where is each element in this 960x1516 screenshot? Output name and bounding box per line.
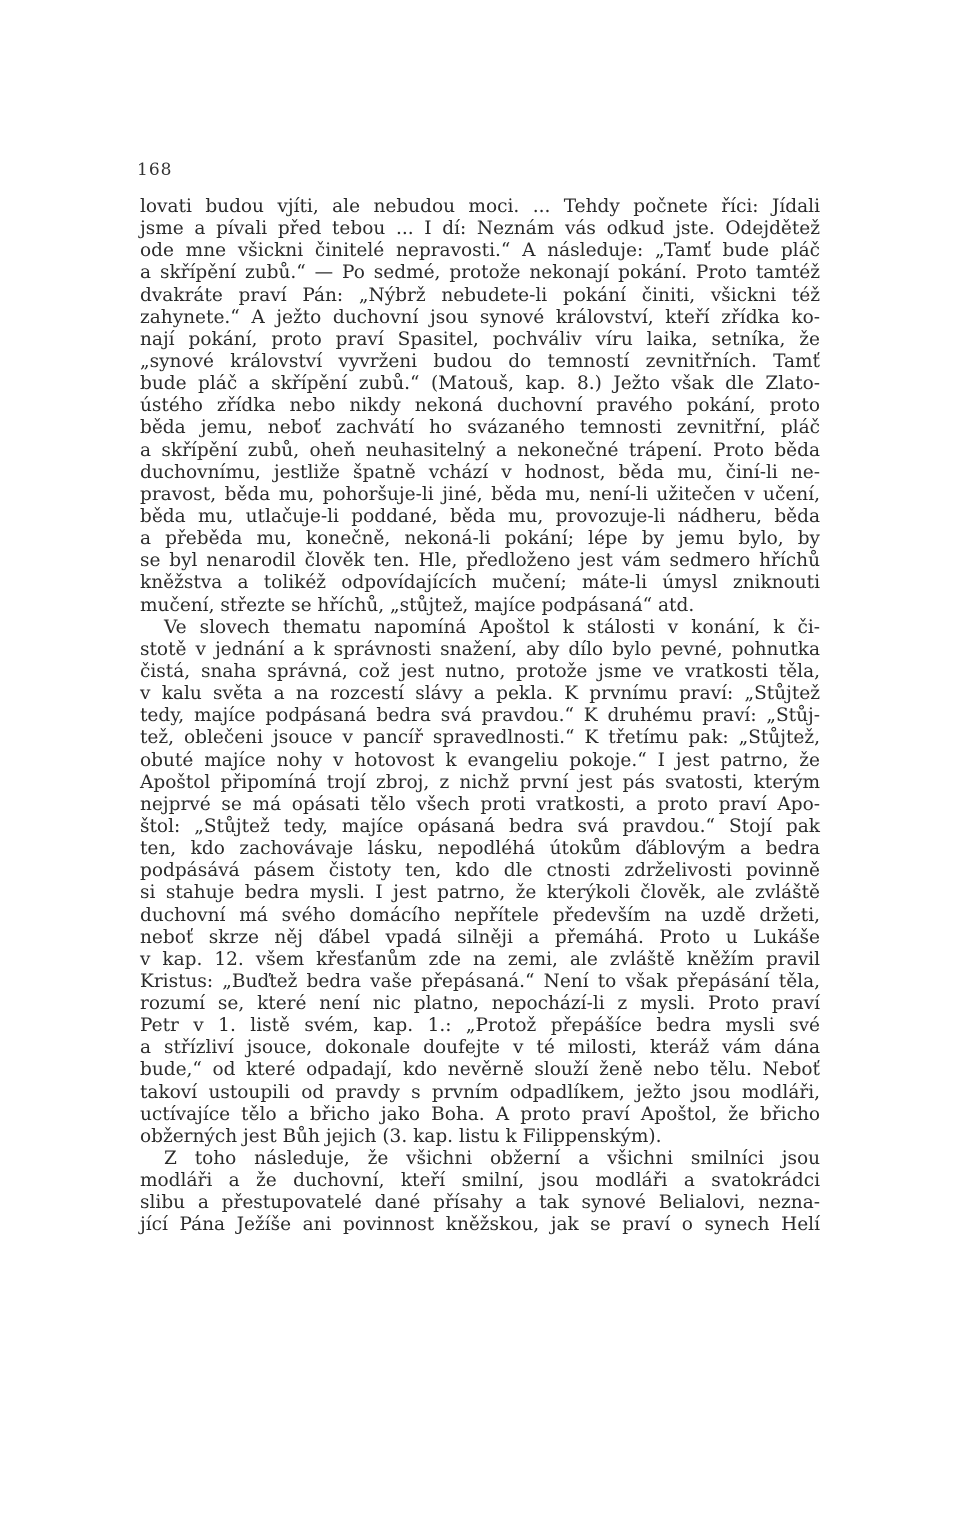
text-line: si stahuje bedra mysli. I jest patrno, že kterýkoli člověk, ale zvláště — [140, 882, 820, 904]
text-line: běda mu, utlačuje-li poddané, běda mu, provozuje-li nádheru, běda — [140, 505, 820, 527]
text-line: a skřípění zubů.“ — Po sedmé, protože nekonají pokání. Proto tamtéž — [140, 262, 820, 284]
text-line: pravost, běda mu, pohoršuje-li jiné, běda mu, není-li užitečen v učení, — [140, 483, 820, 505]
text-line: ústého zřídka nebo nikdy nekoná duchovní pravého pokání, proto — [140, 395, 820, 417]
text-line: ten, kdo zachovávaje lásku, nepodléhá útokům ďáblovým a bedra — [140, 838, 820, 860]
text-line: a skřípění zubů, oheň neuhasitelný a nekonečné trápení. Proto běda — [140, 439, 820, 461]
text-line: jsme a pívali před tebou ... I dí: Neznám vás odkud jste. Odejdětež — [140, 218, 820, 240]
text-line: neboť skrze něj ďábel vpadá silněji a přemáhá. Proto u Lukáše — [140, 926, 820, 948]
text-line: rozumí se, které není nic platno, nepochází-li z mysli. Proto praví — [140, 993, 820, 1015]
text-line: v kalu světa a na rozcestí slávy a pekla. K prvnímu praví: „Stůjtež — [140, 683, 820, 705]
text-line: uctívajíce tělo a břicho jako Boha. A proto praví Apoštol, že břicho — [140, 1103, 820, 1125]
text-line: a přeběda mu, konečně, nekoná-li pokání; lépe by jemu bylo, by — [140, 528, 820, 550]
text-line: štol: „Stůjtež tedy, majíce opásaná bedra svá pravdou.“ Stojí pak — [140, 815, 820, 837]
text-line: a střízliví jsouce, dokonale doufejte v té milosti, kteráž vám dána — [140, 1037, 820, 1059]
text-line: modláři a že duchovní, kteří smilní, jsou modláři a svatokrádci — [140, 1170, 820, 1192]
text-line: Z toho následuje, že všichni obžerní a všichni smilníci jsou — [164, 1148, 820, 1170]
text-line: běda jemu, neboť zachvátí ho svázaného temnosti zevnitřní, pláč — [140, 417, 820, 439]
text-line: obuté majíce nohy v hotovost k evangeliu pokoje.“ I jest patrno, že — [140, 749, 820, 771]
text-line: Petr v 1. listě svém, kap. 1.: „Protož přepášíce bedra mysli své — [140, 1015, 820, 1037]
text-line: podpásává pásem čistoty ten, kdo dle ctnosti zdrželivosti povinně — [140, 860, 820, 882]
text-line: slibu a přestupovatelé dané přísahy a tak synové Belialovi, nezna- — [140, 1192, 820, 1214]
text-line: Kristus: „Buďtež bedra vaše přepásaná.“ Není to však přepásání těla, — [140, 970, 820, 992]
text-line: stotě v jednání a k správnosti snažení, aby dílo bylo pevné, pohnutka — [140, 638, 820, 660]
text-line: tedy, majíce podpásaná bedra svá pravdou.“ K druhému praví: „Stůj- — [140, 705, 820, 727]
text-line: ode mne všickni činitelé nepravosti.“ A následuje: „Tamť bude pláč — [140, 240, 820, 262]
text-line: duchovnímu, jestliže špatně vchází v hodnost, běda mu, činí-li ne- — [140, 461, 820, 483]
text-line: bude,“ od které odpadají, kdo nevěrně slouží ženě nebo tělu. Neboť — [140, 1059, 820, 1081]
text-line: zahynete.“ A ježto duchovní jsou synové království, kteří zřídka ko- — [140, 306, 820, 328]
text-line: bude pláč a skřípění zubů.“ (Matouš, kap. 8.) Ježto však dle Zlato- — [140, 373, 820, 395]
text-line: jící Pána Ježíše ani povinnost kněžskou, jak se praví o synech Helí — [140, 1214, 820, 1236]
text-line: v kap. 12. všem křesťanům zde na zemi, ale zvláště kněžím pravil — [140, 948, 820, 970]
text-line: obžerných jest Bůh jejich (3. kap. listu k Filippenským). — [140, 1125, 662, 1147]
text-line: nají pokání, proto praví Spasitel, pochváliv víru laika, setníka, že — [140, 328, 820, 350]
text-line: takoví ustoupili od pravdy s prvním odpadlíkem, ježto jsou modláři, — [140, 1081, 820, 1103]
text-line: duchovní má svého domácího nepřítele především na uzdě držeti, — [140, 904, 820, 926]
text-line: nejprvé se má opásati tělo všech proti vratkosti, a proto praví Apo- — [140, 793, 820, 815]
text-line: lovati budou vjíti, ale nebudou moci. ... Tehdy počnete říci: Jídali — [140, 196, 820, 217]
body-text — [140, 196, 820, 1237]
text-line: Ve slovech thematu napomíná Apoštol k stálosti v konání, k či- — [164, 616, 820, 638]
text-line: „synové království vyvrženi budou do temností zevnitřních. Tamť — [140, 350, 820, 372]
text-line: tež, oblečeni jsouce v pancíř spravedlnosti.“ K třetímu pak: „Stůjtež, — [140, 727, 820, 749]
text-line: mučení, střezte se hříchů, „stůjtež, majíce podpásaná“ atd. — [140, 594, 695, 616]
text-line: dvakráte praví Pán: „Nýbrž nebudete-li pokání činiti, všickni též — [140, 284, 820, 306]
text-line: Apoštol připomíná trojí zbroj, z nichž první jest pás svatosti, kterým — [140, 771, 820, 793]
text-line: kněžstva a tolikéž odpovídajících mučení; máte-li úmysl zniknouti — [140, 572, 820, 594]
text-line: čistá, snaha správná, což jest nutno, protože jsme ve vratkosti těla, — [140, 660, 820, 682]
text-line: se byl nenarodil člověk ten. Hle, předloženo jest vám sedmero hříchů — [140, 550, 820, 572]
page-number: 168 — [137, 160, 173, 180]
